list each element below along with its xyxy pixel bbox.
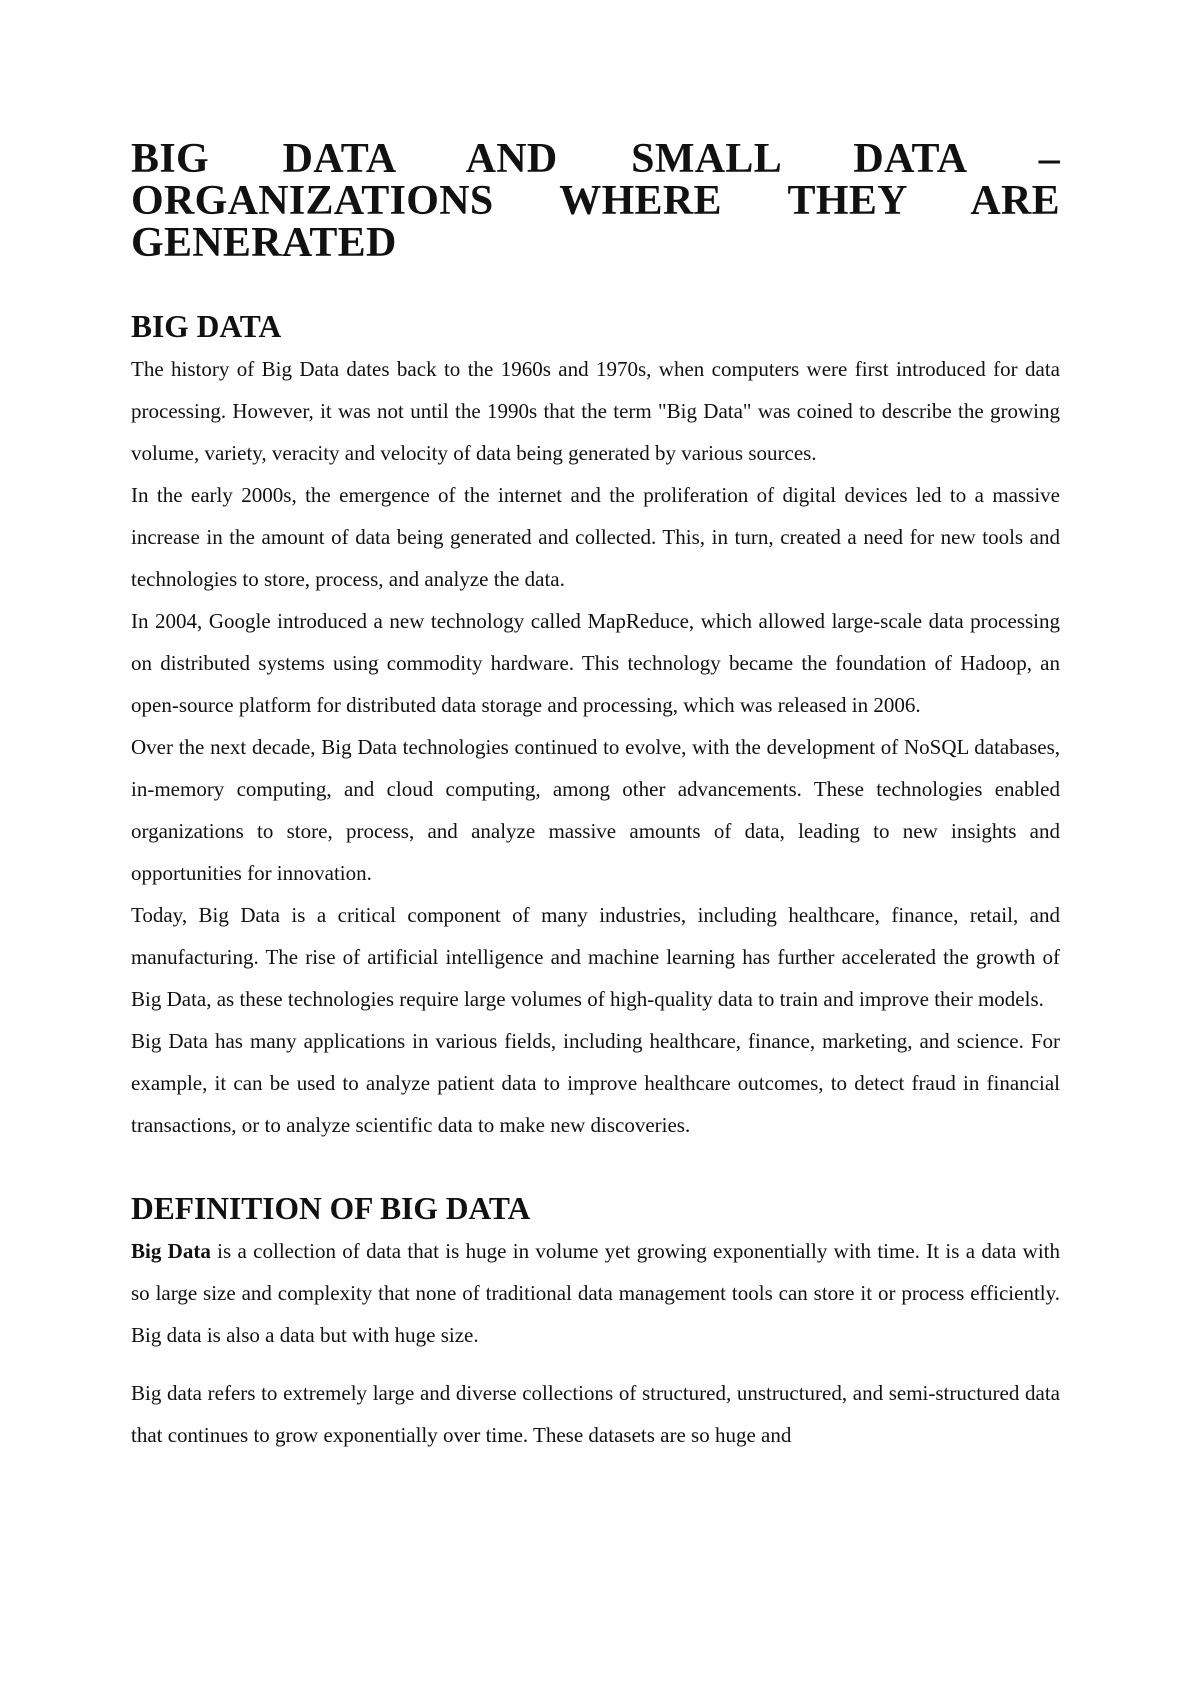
paragraph-definition <box>131 1230 1060 1356</box>
paragraph-mapreduce: In 2004, Google introduced a new technology called MapReduce, which allowed large-scale data processing on distributed systems using commodity hardware. This technology became the foundation of Hadoop, an open-source platform for distributed data storage and processing, which was released in 2006. <box>131 609 1060 717</box>
document-title: BIG DATA AND SMALL DATA – ORGANIZATIONS WHERE THEY ARE GENERATED <box>131 136 1060 266</box>
spacer <box>131 1146 1060 1188</box>
section-heading-big-data: BIG DATA <box>131 309 282 344</box>
definition-term: Big Data <box>131 1239 211 1263</box>
section-heading-definition: DEFINITION OF BIG DATA <box>131 1191 531 1226</box>
paragraph-today: Today, Big Data is a critical component of many industries, including healthcare, finance, retail, and manufacturing. The rise of artificial intelligence and machine learning has further accelerated the growth of Big Data, as these technologies require large volumes of high-quality data to train and improve their models. <box>131 903 1060 1011</box>
document-page <box>131 138 1060 1456</box>
paragraph-next-decade: Over the next decade, Big Data technologies continued to evolve, with the development of NoSQL databases, in-memory computing, and cloud computing, among other advancements. These technologies enabled organizations to store, process, and analyze massive amounts of data, leading to new insights and opportunities for innovation. <box>131 735 1060 885</box>
paragraph-applications: Big Data has many applications in various fields, including healthcare, finance, marketing, and science. For example, it can be used to analyze patient data to improve healthcare outcomes, to detect fraud in financial transactions, or to analyze scientific data to make new discoveries. <box>131 1029 1060 1137</box>
spacer <box>131 264 1060 306</box>
definition-text: is a collection of data that is huge in volume yet growing exponentially with time. It is a data with so large size and complexity that none of traditional data management tools can store it or process efficiently. Big data is also a data but with huge size. <box>131 1239 1061 1347</box>
paragraph-early-2000s: In the early 2000s, the emergence of the internet and the proliferation of digital devices led to a massive increase in the amount of data being generated and collected. This, in turn, created a need for new tools and technologies to store, process, and analyze the data. <box>131 483 1060 591</box>
paragraph-history: The history of Big Data dates back to the 1960s and 1970s, when computers were first introduced for data processing. However, it was not until the 1990s that the term "Big Data" was coined to describe the growing volume, variety, veracity and velocity of data being generated by various sources. <box>131 357 1060 465</box>
paragraph-big-data-refers: Big data refers to extremely large and diverse collections of structured, unstructured, and semi-structured data that continues to grow exponentially over time. These datasets are so huge and <box>131 1381 1060 1447</box>
